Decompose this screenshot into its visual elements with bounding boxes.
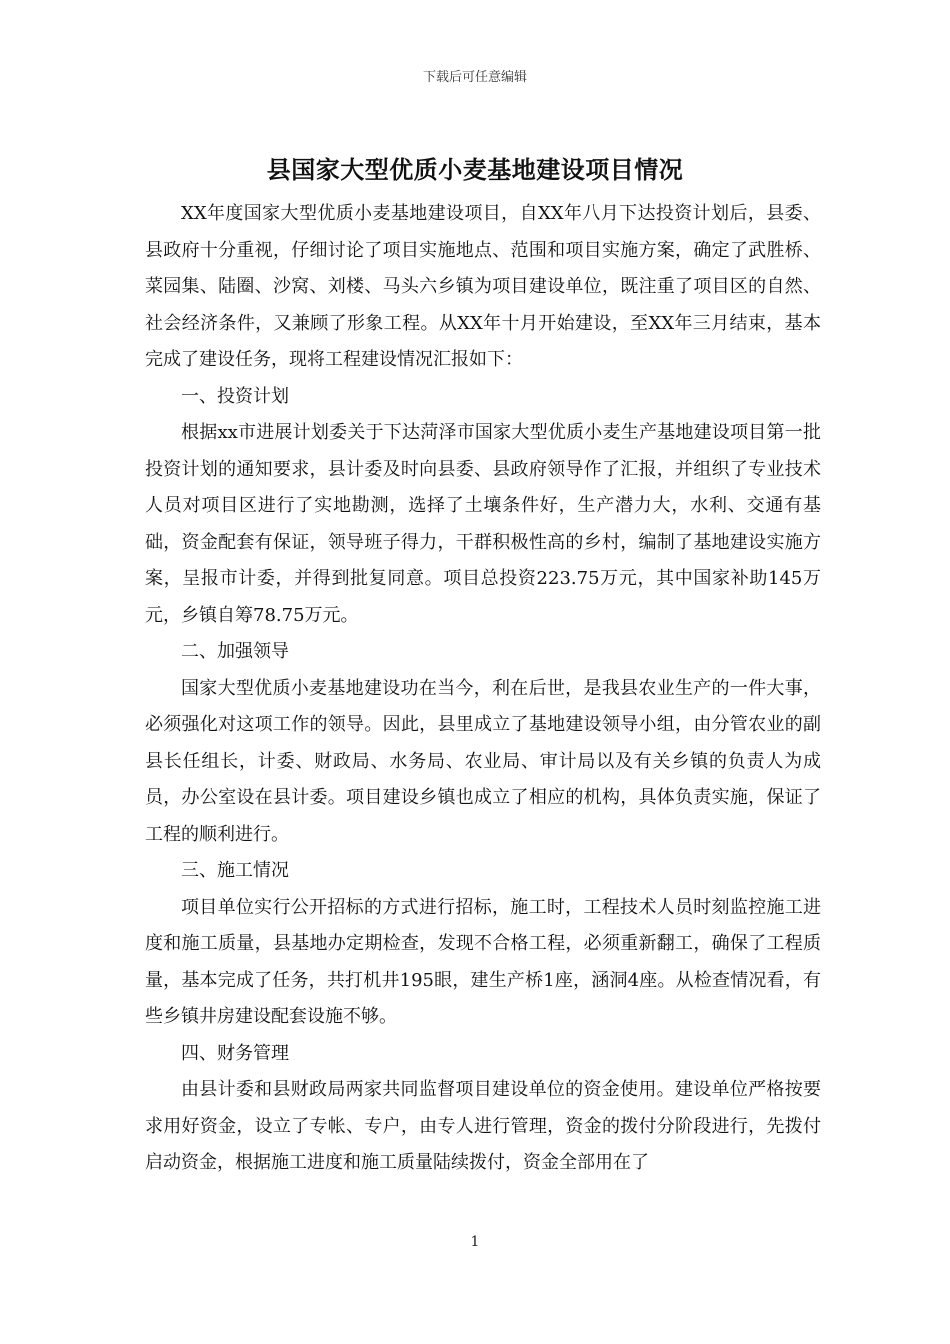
page-number: 1: [470, 1234, 480, 1250]
document-title: 县国家大型优质小麦基地建设项目情况: [266, 156, 684, 184]
document-body: [145, 196, 821, 1182]
paragraph-intro: XX年度国家大型优质小麦基地建设项目，自XX年八月下达投资计划后，县委、县政府十分重视，仔细讨论了项目实施地点、范围和项目实施方案，确定了武胜桥、菜园集、陆圈、沙窝、刘楼、马头六乡镇为项目建设单位，既注重了项目区的自然、社会经济条件，又兼顾了形象工程。从XX年十月开始建设，至XX年三月结束，基本完成了建设任务，现将工程建设情况汇报如下：: [145, 203, 821, 370]
section-heading-investment-plan: 一、投资计划: [181, 385, 289, 407]
paragraph-construction: 项目单位实行公开招标的方式进行招标，施工时，工程技术人员时刻监控施工进度和施工质量，县基地办定期检查，发现不合格工程，必须重新翻工，确保了工程质量，基本完成了任务，共打机井195眼，建生产桥1座，涵洞4座。从检查情况看，有些乡镇井房建设配套设施不够。: [145, 896, 821, 1027]
paragraph-finance: 由县计委和县财政局两家共同监督项目建设单位的资金使用。建设单位严格按要求用好资金，设立了专帐、专户，由专人进行管理，资金的拨付分阶段进行，先拨付启动资金，根据施工进度和施工质量陆续拨付，资金全部用在了: [145, 1079, 821, 1173]
section-heading-construction: 三、施工情况: [181, 860, 289, 881]
header-note: 下载后可任意编辑: [422, 70, 527, 85]
paragraph-leadership: 国家大型优质小麦基地建设功在当今，利在后世，是我县农业生产的一件大事，必须强化对这项工作的领导。因此，县里成立了基地建设领导小组，由分管农业的副县长任组长，计委、财政局、水务局、农业局、审计局以及有关乡镇的负责人为成员，办公室设在县计委。项目建设乡镇也成立了相应的机构，具体负责实施，保证了工程的顺利进行。: [145, 677, 821, 845]
section-heading-leadership: 二、加强领导: [181, 641, 289, 662]
paragraph-investment-plan: 根据xx市进展计划委关于下达菏泽市国家大型优质小麦生产基地建设项目第一批投资计划的通知要求，县计委及时向县委、县政府领导作了汇报，并组织了专业技术人员对项目区进行了实地勘测，选择了土壤条件好，生产潜力大，水利、交通有基础，资金配套有保证，领导班子得力，干群积极性高的乡村，编制了基地建设实施方案，呈报市计委，并得到批复同意。项目总投资223.75万元，其中国家补助145万元，乡镇自筹78.75万元。: [145, 422, 821, 626]
section-heading-finance: 四、财务管理: [181, 1042, 289, 1064]
